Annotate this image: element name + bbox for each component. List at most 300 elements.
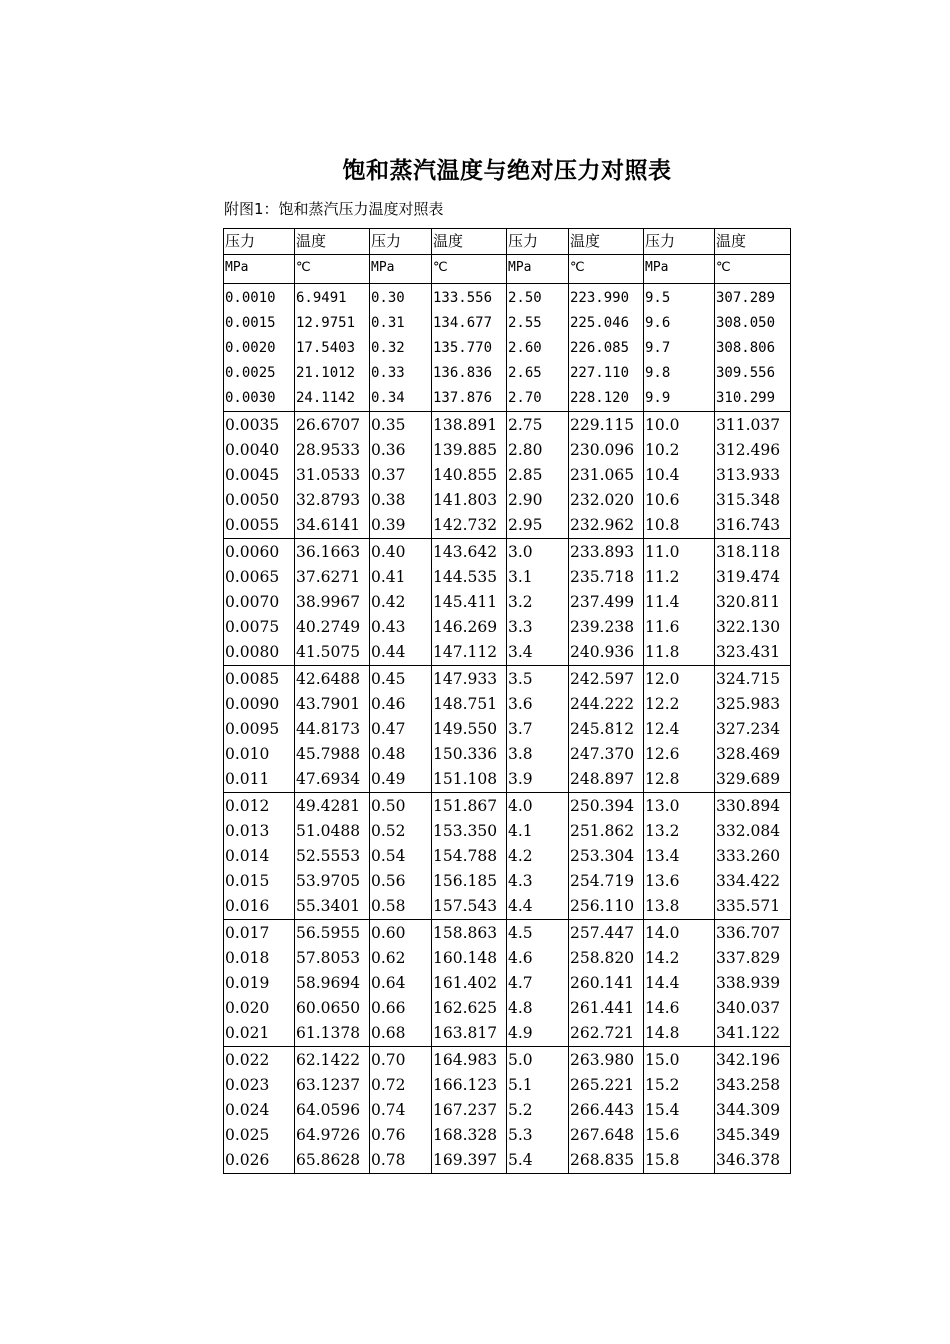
cell-value: 0.0035	[225, 416, 280, 434]
cell-value: 11.4	[645, 593, 680, 611]
table-cell	[644, 412, 715, 539]
cell-value: 0.48	[371, 745, 406, 763]
cell-value: 3.2	[508, 593, 533, 611]
cell-value: 0.017	[225, 924, 270, 942]
cell-value: 55.3401	[296, 897, 361, 915]
table-cell	[295, 920, 370, 1047]
cell-value: 10.6	[645, 491, 680, 509]
cell-value: 45.7988	[296, 745, 361, 763]
cell-value: 0.33	[371, 365, 405, 381]
table-cell	[569, 666, 644, 793]
cell-value: 225.046	[570, 315, 630, 331]
cell-value: 138.891	[433, 416, 498, 434]
cell-value: 337.829	[716, 949, 781, 967]
unit-cell: ℃	[295, 255, 370, 284]
cell-value: 0.41	[371, 568, 406, 586]
cell-value: 248.897	[570, 770, 635, 788]
cell-value: 2.80	[508, 441, 543, 459]
cell-value: 12.6	[645, 745, 680, 763]
cell-value: 0.024	[225, 1101, 270, 1119]
cell-value: 36.1663	[296, 543, 361, 561]
table-caption: 附图1：饱和蒸汽压力温度对照表	[224, 200, 444, 218]
cell-value: 147.933	[433, 670, 498, 688]
cell-value: 148.751	[433, 695, 498, 713]
unit-cell: MPa	[507, 255, 569, 284]
table-cell	[569, 539, 644, 666]
cell-value: 149.550	[433, 720, 498, 738]
cell-value: 0.018	[225, 949, 270, 967]
cell-value: 265.221	[570, 1076, 635, 1094]
header-cell: 温度	[715, 229, 791, 255]
cell-value: 156.185	[433, 872, 498, 890]
cell-value: 147.112	[433, 643, 498, 661]
cell-value: 31.0533	[296, 466, 361, 484]
cell-value: 12.9751	[296, 315, 356, 331]
cell-value: 5.3	[508, 1126, 533, 1144]
cell-value: 308.806	[716, 340, 776, 356]
cell-value: 4.5	[508, 924, 533, 942]
cell-value: 137.876	[433, 390, 493, 406]
cell-value: 13.4	[645, 847, 680, 865]
cell-value: 52.5553	[296, 847, 361, 865]
cell-value: 258.820	[570, 949, 635, 967]
cell-value: 262.721	[570, 1024, 635, 1042]
cell-value: 0.021	[225, 1024, 270, 1042]
cell-value: 0.0080	[225, 643, 280, 661]
steam-table	[223, 228, 791, 1174]
cell-value: 0.023	[225, 1076, 270, 1094]
cell-value: 0.52	[371, 822, 406, 840]
cell-value: 5.1	[508, 1076, 533, 1094]
cell-value: 0.47	[371, 720, 406, 738]
cell-value: 13.2	[645, 822, 680, 840]
cell-value: 223.990	[570, 290, 630, 306]
cell-value: 242.597	[570, 670, 635, 688]
cell-value: 253.304	[570, 847, 635, 865]
cell-value: 53.9705	[296, 872, 361, 890]
cell-value: 34.6141	[296, 516, 361, 534]
table-cell	[715, 539, 791, 666]
cell-value: 0.39	[371, 516, 406, 534]
cell-value: 0.38	[371, 491, 406, 509]
cell-value: 0.54	[371, 847, 406, 865]
cell-value: 4.3	[508, 872, 533, 890]
cell-value: 12.4	[645, 720, 680, 738]
cell-value: 232.962	[570, 516, 635, 534]
cell-value: 10.2	[645, 441, 680, 459]
cell-value: 14.2	[645, 949, 680, 967]
table-cell	[644, 666, 715, 793]
cell-value: 229.115	[570, 416, 635, 434]
cell-value: 154.788	[433, 847, 498, 865]
table-row-group	[224, 666, 791, 793]
table-cell	[295, 666, 370, 793]
cell-value: 0.0015	[225, 315, 276, 331]
cell-value: 0.68	[371, 1024, 406, 1042]
cell-value: 136.836	[433, 365, 493, 381]
cell-value: 318.118	[716, 543, 781, 561]
cell-value: 12.0	[645, 670, 680, 688]
cell-value: 320.811	[716, 593, 781, 611]
cell-value: 0.015	[225, 872, 270, 890]
table-cell	[507, 920, 569, 1047]
cell-value: 0.014	[225, 847, 270, 865]
header-cell: 压力	[507, 229, 569, 255]
table-cell	[370, 412, 432, 539]
cell-value: 254.719	[570, 872, 635, 890]
cell-value: 65.8628	[296, 1151, 361, 1169]
cell-value: 0.012	[225, 797, 270, 815]
cell-value: 346.378	[716, 1151, 781, 1169]
cell-value: 63.1237	[296, 1076, 361, 1094]
cell-value: 135.770	[433, 340, 493, 356]
cell-value: 0.44	[371, 643, 406, 661]
cell-value: 344.309	[716, 1101, 781, 1119]
cell-value: 15.2	[645, 1076, 680, 1094]
table-cell	[295, 793, 370, 920]
cell-value: 4.0	[508, 797, 533, 815]
table-cell	[644, 920, 715, 1047]
cell-value: 341.122	[716, 1024, 781, 1042]
cell-value: 0.0045	[225, 466, 280, 484]
cell-value: 244.222	[570, 695, 635, 713]
cell-value: 319.474	[716, 568, 781, 586]
table-cell	[432, 1047, 507, 1174]
cell-value: 41.5075	[296, 643, 361, 661]
cell-value: 0.025	[225, 1126, 270, 1144]
cell-value: 0.0025	[225, 365, 276, 381]
cell-value: 329.689	[716, 770, 781, 788]
header-cell: 温度	[295, 229, 370, 255]
cell-value: 0.72	[371, 1076, 406, 1094]
table-row-group	[224, 412, 791, 539]
cell-value: 257.447	[570, 924, 635, 942]
cell-value: 336.707	[716, 924, 781, 942]
cell-value: 0.30	[371, 290, 405, 306]
cell-value: 13.6	[645, 872, 680, 890]
cell-value: 226.085	[570, 340, 630, 356]
table-cell	[370, 284, 432, 412]
cell-value: 61.1378	[296, 1024, 361, 1042]
table-cell	[370, 539, 432, 666]
cell-value: 0.58	[371, 897, 406, 915]
cell-value: 11.0	[645, 543, 680, 561]
cell-value: 169.397	[433, 1151, 498, 1169]
cell-value: 0.64	[371, 974, 406, 992]
cell-value: 323.431	[716, 643, 781, 661]
cell-value: 327.234	[716, 720, 781, 738]
cell-value: 14.6	[645, 999, 680, 1017]
cell-value: 325.983	[716, 695, 781, 713]
cell-value: 2.65	[508, 365, 542, 381]
cell-value: 0.010	[225, 745, 270, 763]
cell-value: 0.46	[371, 695, 406, 713]
table-cell	[715, 920, 791, 1047]
cell-value: 251.862	[570, 822, 635, 840]
cell-value: 28.9533	[296, 441, 361, 459]
cell-value: 247.370	[570, 745, 635, 763]
cell-value: 57.8053	[296, 949, 361, 967]
cell-value: 0.70	[371, 1051, 406, 1069]
table-cell	[224, 284, 295, 412]
cell-value: 311.037	[716, 416, 781, 434]
cell-value: 146.269	[433, 618, 498, 636]
cell-value: 324.715	[716, 670, 781, 688]
cell-value: 21.1012	[296, 365, 356, 381]
table-cell	[644, 793, 715, 920]
cell-value: 330.894	[716, 797, 781, 815]
table-cell	[507, 1047, 569, 1174]
cell-value: 0.0065	[225, 568, 280, 586]
cell-value: 0.45	[371, 670, 406, 688]
cell-value: 167.237	[433, 1101, 498, 1119]
cell-value: 3.6	[508, 695, 533, 713]
unit-cell: ℃	[715, 255, 791, 284]
cell-value: 0.011	[225, 770, 270, 788]
table-cell	[715, 666, 791, 793]
cell-value: 0.32	[371, 340, 405, 356]
cell-value: 267.648	[570, 1126, 635, 1144]
cell-value: 3.3	[508, 618, 533, 636]
cell-value: 12.8	[645, 770, 680, 788]
table-cell	[644, 539, 715, 666]
cell-value: 334.422	[716, 872, 781, 890]
cell-value: 10.4	[645, 466, 680, 484]
cell-value: 150.336	[433, 745, 498, 763]
cell-value: 307.289	[716, 290, 776, 306]
table-cell	[295, 412, 370, 539]
cell-value: 0.43	[371, 618, 406, 636]
cell-value: 166.123	[433, 1076, 498, 1094]
cell-value: 2.70	[508, 390, 542, 406]
cell-value: 162.625	[433, 999, 498, 1017]
cell-value: 2.95	[508, 516, 543, 534]
cell-value: 15.0	[645, 1051, 680, 1069]
cell-value: 9.6	[645, 315, 671, 331]
cell-value: 64.9726	[296, 1126, 361, 1144]
table-cell	[224, 1047, 295, 1174]
unit-cell: MPa	[370, 255, 432, 284]
table-cell	[370, 793, 432, 920]
table-cell	[644, 1047, 715, 1174]
cell-value: 141.803	[433, 491, 498, 509]
cell-value: 245.812	[570, 720, 635, 738]
cell-value: 42.6488	[296, 670, 361, 688]
cell-value: 4.7	[508, 974, 533, 992]
cell-value: 266.443	[570, 1101, 635, 1119]
cell-value: 0.0095	[225, 720, 280, 738]
cell-value: 310.299	[716, 390, 776, 406]
cell-value: 0.66	[371, 999, 406, 1017]
table-cell	[507, 412, 569, 539]
unit-row	[224, 255, 791, 284]
cell-value: 0.022	[225, 1051, 270, 1069]
cell-value: 17.5403	[296, 340, 356, 356]
cell-value: 15.6	[645, 1126, 680, 1144]
cell-value: 142.732	[433, 516, 498, 534]
cell-value: 0.76	[371, 1126, 406, 1144]
table-cell	[507, 539, 569, 666]
cell-value: 140.855	[433, 466, 498, 484]
cell-value: 309.556	[716, 365, 776, 381]
cell-value: 0.0085	[225, 670, 280, 688]
cell-value: 47.6934	[296, 770, 361, 788]
cell-value: 4.1	[508, 822, 533, 840]
cell-value: 44.8173	[296, 720, 361, 738]
cell-value: 62.1422	[296, 1051, 361, 1069]
cell-value: 14.8	[645, 1024, 680, 1042]
table-row-group	[224, 539, 791, 666]
cell-value: 0.36	[371, 441, 406, 459]
cell-value: 0.0055	[225, 516, 280, 534]
unit-cell: ℃	[569, 255, 644, 284]
cell-value: 4.9	[508, 1024, 533, 1042]
cell-value: 316.743	[716, 516, 781, 534]
cell-value: 56.5955	[296, 924, 361, 942]
cell-value: 2.90	[508, 491, 543, 509]
cell-value: 4.8	[508, 999, 533, 1017]
table-cell	[715, 1047, 791, 1174]
header-cell: 温度	[432, 229, 507, 255]
cell-value: 0.016	[225, 897, 270, 915]
table-cell	[432, 793, 507, 920]
table-cell	[370, 920, 432, 1047]
cell-value: 2.55	[508, 315, 542, 331]
cell-value: 239.238	[570, 618, 635, 636]
cell-value: 0.31	[371, 315, 405, 331]
cell-value: 256.110	[570, 897, 635, 915]
cell-value: 10.8	[645, 516, 680, 534]
table-cell	[295, 284, 370, 412]
cell-value: 260.141	[570, 974, 635, 992]
table-cell	[569, 920, 644, 1047]
cell-value: 11.6	[645, 618, 680, 636]
table-cell	[432, 284, 507, 412]
cell-value: 235.718	[570, 568, 635, 586]
cell-value: 0.0010	[225, 290, 276, 306]
cell-value: 9.8	[645, 365, 671, 381]
cell-value: 14.4	[645, 974, 680, 992]
cell-value: 5.4	[508, 1151, 533, 1169]
cell-value: 240.936	[570, 643, 635, 661]
cell-value: 0.37	[371, 466, 406, 484]
cell-value: 58.9694	[296, 974, 361, 992]
cell-value: 168.328	[433, 1126, 498, 1144]
table-cell	[569, 412, 644, 539]
header-cell: 压力	[370, 229, 432, 255]
table-cell	[569, 284, 644, 412]
cell-value: 60.0650	[296, 999, 361, 1017]
cell-value: 0.74	[371, 1101, 406, 1119]
cell-value: 3.1	[508, 568, 533, 586]
cell-value: 0.019	[225, 974, 270, 992]
cell-value: 0.60	[371, 924, 406, 942]
cell-value: 0.34	[371, 390, 405, 406]
table-cell	[370, 1047, 432, 1174]
table-cell	[507, 793, 569, 920]
cell-value: 2.75	[508, 416, 543, 434]
table-cell	[224, 793, 295, 920]
cell-value: 24.1142	[296, 390, 356, 406]
table-cell	[569, 1047, 644, 1174]
cell-value: 13.0	[645, 797, 680, 815]
cell-value: 342.196	[716, 1051, 781, 1069]
cell-value: 4.2	[508, 847, 533, 865]
cell-value: 261.441	[570, 999, 635, 1017]
cell-value: 0.0070	[225, 593, 280, 611]
table-cell	[715, 284, 791, 412]
cell-value: 153.350	[433, 822, 498, 840]
cell-value: 340.037	[716, 999, 781, 1017]
cell-value: 250.394	[570, 797, 635, 815]
cell-value: 228.120	[570, 390, 630, 406]
cell-value: 0.0020	[225, 340, 276, 356]
cell-value: 133.556	[433, 290, 493, 306]
table-row-group	[224, 1047, 791, 1174]
table-cell	[295, 1047, 370, 1174]
cell-value: 308.050	[716, 315, 776, 331]
header-cell: 压力	[644, 229, 715, 255]
cell-value: 312.496	[716, 441, 781, 459]
cell-value: 3.0	[508, 543, 533, 561]
cell-value: 143.642	[433, 543, 498, 561]
cell-value: 3.9	[508, 770, 533, 788]
cell-value: 0.0040	[225, 441, 280, 459]
cell-value: 0.0075	[225, 618, 280, 636]
cell-value: 145.411	[433, 593, 498, 611]
cell-value: 11.2	[645, 568, 680, 586]
cell-value: 2.85	[508, 466, 543, 484]
table-row-group	[224, 284, 791, 412]
cell-value: 43.7901	[296, 695, 361, 713]
unit-cell: MPa	[644, 255, 715, 284]
cell-value: 322.130	[716, 618, 781, 636]
cell-value: 332.084	[716, 822, 781, 840]
cell-value: 157.543	[433, 897, 498, 915]
table-cell	[224, 539, 295, 666]
table-cell	[644, 284, 715, 412]
cell-value: 338.939	[716, 974, 781, 992]
cell-value: 163.817	[433, 1024, 498, 1042]
cell-value: 0.56	[371, 872, 406, 890]
cell-value: 268.835	[570, 1151, 635, 1169]
cell-value: 328.469	[716, 745, 781, 763]
cell-value: 2.50	[508, 290, 542, 306]
cell-value: 13.8	[645, 897, 680, 915]
cell-value: 51.0488	[296, 822, 361, 840]
table-cell	[224, 666, 295, 793]
page-title: 饱和蒸汽温度与绝对压力对照表	[342, 158, 672, 184]
cell-value: 32.8793	[296, 491, 361, 509]
cell-value: 315.348	[716, 491, 781, 509]
cell-value: 49.4281	[296, 797, 361, 815]
header-row	[224, 229, 791, 255]
cell-value: 0.0030	[225, 390, 276, 406]
table-cell	[432, 412, 507, 539]
table-cell	[715, 793, 791, 920]
table-cell	[432, 920, 507, 1047]
cell-value: 15.8	[645, 1151, 680, 1169]
cell-value: 335.571	[716, 897, 781, 915]
cell-value: 37.6271	[296, 568, 361, 586]
cell-value: 0.78	[371, 1151, 406, 1169]
cell-value: 2.60	[508, 340, 542, 356]
table-cell	[370, 666, 432, 793]
cell-value: 227.110	[570, 365, 630, 381]
cell-value: 3.5	[508, 670, 533, 688]
cell-value: 164.983	[433, 1051, 498, 1069]
cell-value: 0.0090	[225, 695, 280, 713]
